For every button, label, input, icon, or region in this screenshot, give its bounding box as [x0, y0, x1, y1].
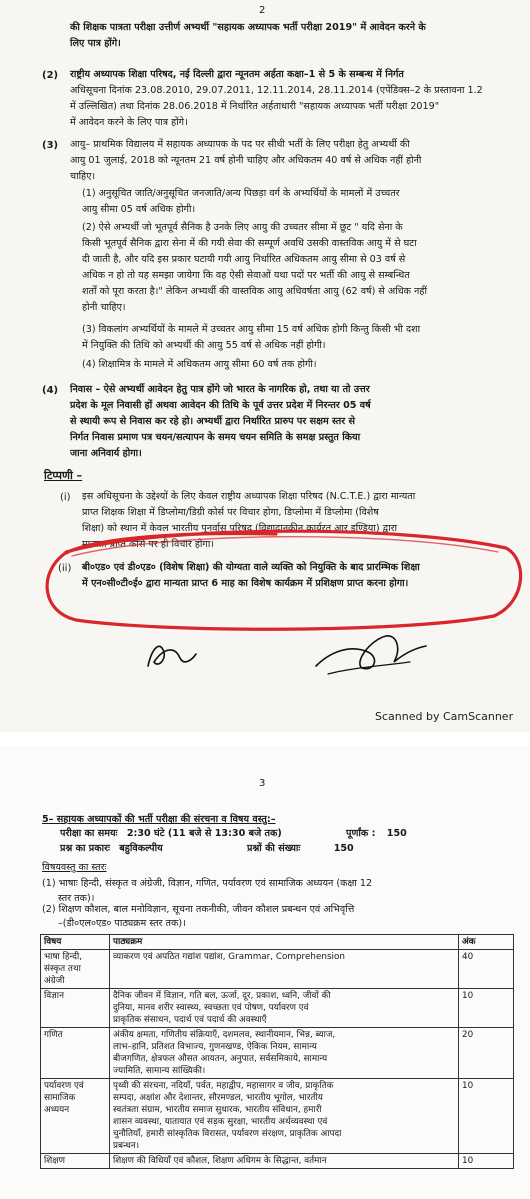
subject-cell: गणित [41, 1028, 110, 1079]
marks-cell: 10 [459, 1154, 514, 1169]
marks-cell: 10 [459, 1079, 514, 1154]
syllabus-cell: पृथ्वी की संरचना, नदियाँ, पर्वत, महाद्वीप, महासागर व जीव, प्राकृतिक सम्पदा, अक्षांश और देशान्तर, सौरमण्डल, भारतीय भूगोल, भारतीय स्वतंत्रता संग्राम, भारतीय समाज सुधारक, भारतीय संविधान, हमारी शासन व्यवस्था, यातायात एवं सड़क सुरक्षा, भारतीय अर्थव्यवस्था एवं चुनौतियाँ, हमारी सांस्कृतिक विरासत, पर्यावरण संरक्षण, प्राकृतिक आपदा प्रबन्धन। [110, 1079, 459, 1154]
table-row [41, 1028, 514, 1079]
syllabus-cell: व्याकरण एवं अपठित गद्यांश पद्यांश, Grammar, Comprehension [110, 950, 459, 989]
table-row [41, 950, 514, 989]
header-subject: विषय [41, 935, 110, 950]
subject-cell: शिक्षण [41, 1154, 110, 1169]
note-2-marker: (ii) [58, 563, 72, 574]
note-2-paragraph: बी०एड० एवं डी०एड० (विशेष शिक्षा) की योग्यता वाले व्यक्ति को नियुक्ति के बाद प्रारम्भिक शिक्षा में एन०सी०टी०ई० द्वारा मान्यता प्राप्त 6 माह का विशेष कार्यक्रम में प्रशिक्षण प्राप्त करना होगा। [82, 562, 420, 589]
subject-cell: भाषा हिन्दी, संस्कृत तथा अंग्रेजी [41, 950, 110, 989]
question-type-value: बहुविकल्पीय [119, 843, 163, 854]
syllabus-cell: अंकीय क्षमता, गणितीय संक्रियाएँ, दशमलव, स्थानीयमान, भिन्न, ब्याज, लाभ–हानि, प्रतिशत विभाज्य, गुणनखण्ड, ऐकिक नियम, सामान्य बीजगणित, क्षेत्रफल औसत आयतन, अनुपात, सर्वसमिकाये, सामान्य ज्यामिति, सामान्य सांख्यिकी। [110, 1028, 459, 1079]
item-2-marker: (2) [42, 70, 59, 81]
item-3-sub-4: (4) शिक्षामित्र के मामले में अधिकतम आयु सीमा 60 वर्ष तक होगी। [82, 359, 317, 370]
signature-left [140, 630, 200, 675]
item-3-marker: (3) [42, 140, 59, 151]
content-level-2-cont: –(डी०एल०एड० पाठ्यक्रम स्तर तक)। [58, 918, 186, 929]
full-marks-row [346, 826, 407, 841]
scanner-watermark: Scanned by CamScanner [375, 710, 514, 723]
syllabus-cell: शिक्षण की विधियाँ एवं कौशल, शिक्षण अधिगम के सिद्धान्त, वर्तमान [110, 1154, 459, 1169]
syllabus-table [40, 934, 514, 1169]
item-3-sub-1: (1) अनुसूचित जाति/अनुसूचित जनजाति/अन्य पिछड़ा वर्ग के अभ्यर्थियों के मामलों में उच्चतर आयु सीमा 05 वर्ष अधिक होगी। [82, 188, 400, 215]
exam-time-value: 2:30 घंटे (11 बजे से 13:30 बजे तक) [126, 828, 282, 839]
note-heading: टिप्पणी – [44, 469, 83, 482]
question-type-row [60, 841, 163, 856]
exam-time-label: परीक्षा का समयः [60, 828, 118, 839]
full-marks-value: 150 [386, 828, 407, 839]
content-level-2: (2) शिक्षण कौशल, बाल मनोविज्ञान, सूचना तकनीकी, जीवन कौशल प्रबन्धन एवं अभिवृत्ति [42, 904, 355, 915]
item-3-paragraph: आयु– प्राथमिक विद्यालय में सहायक अध्यापक के पद पर सीधी भर्ती के लिए परीक्षा हेतु अभ्यर्थी की आयु 01 जुलाई, 2018 को न्यूनतम 21 वर्ष होनी चाहिए और अधिकतम 40 वर्ष से अधिक नहीं होनी चाहिए। [70, 139, 422, 182]
signature-right [310, 622, 430, 682]
item-3-sub-2: (2) ऐसे अभ्यर्थी जो भूतपूर्व सैनिक है उनके लिए आयु की उच्चतर सीमा में छूट " यदि सेना के किसी भूतपूर्व सैनिक द्वारा सेना में की गयी सेवा की सम्पूर्ण अवधि उसकी वास्तविक आयु में से घटा दी जाती है, और यदि इस प्रकार घटायी गयी आयु निर्धारित अधिकतम आयु सीमा से 03 वर्ष से अधिक न हो तो यह समझा जायेगा कि वह ऐसी सेवाओं यथा पदों पर भर्ती की आयु से सम्बन्धित शर्तों को पूरा करता है।" लेकिन अभ्यर्थी की वास्तविक आयु अधिवर्षता आयु (62 वर्ष) से अधिक नहीं होनी चाहिए। [82, 222, 427, 313]
question-count-value: 150 [333, 843, 354, 854]
marks-cell: 10 [459, 989, 514, 1028]
table-header-row [41, 935, 514, 950]
marks-cell: 20 [459, 1028, 514, 1079]
question-type-label: प्रश्न का प्रकारः [60, 843, 110, 854]
item-2-paragraph: राष्ट्रीय अध्यापक शिक्षा परिषद, नई दिल्ली द्वारा न्यूनतम अर्हता कक्षा–1 से 5 के सम्बन्ध में निर्गत अधिसूचना दिनांक 23.08.2010, 29.07.2011, 12.11.2014, 28.11.2014 (एपेंडिक्स–2 के प्रस्तावना 1.2 में उल्लिखित) तथा दिनांक 28.06.2018 में निर्धारित अर्हताधारी "सहायक अध्यापक भर्ती परीक्षा 2019" में आवेदन करने के लिए पात्र होंगे। [70, 69, 483, 128]
subject-cell: विज्ञान [41, 989, 110, 1028]
page-separator [0, 732, 530, 746]
content-level-1: (1) भाषाः हिन्दी, संस्कृत व अंग्रेजी, विज्ञान, गणित, पर्यावरण एवं सामाजिक अध्ययन (कक्षा 12 स्तर तक)। [42, 878, 373, 904]
subject-cell: पर्यावरण एवं सामाजिक अध्ययन [41, 1079, 110, 1154]
exam-time-row [60, 826, 282, 841]
item-3-sub-3: (3) विकलांग अभ्यर्थियों के मामले में उच्चतर आयु सीमा 15 वर्ष अधिक होगी किन्तु किसी भी दशा में नियुक्ति की तिथि को अभ्यर्थी की आयु 55 वर्ष से अधिक नहीं होगी। [82, 324, 421, 351]
question-count-label: प्रश्नों की संख्याः [247, 843, 301, 854]
note-1-paragraph: इस अधिसूचना के उद्देश्यों के लिए केवल राष्ट्रीय अध्यापक शिक्षा परिषद (N.C.T.E.) द्वारा मान्यता प्राप्त शिक्षक शिक्षा में डिप्लोमा/डिग्री कोर्स पर विचार होगा, डिप्लोमा में डिप्लोमा (विशेष शिक्षा) को स्थान में केवल भारतीय पुनर्वास परिषद (विद्यादानकीन कार्यरत आर इण्डिया) द्वारा मान्यता प्राप्त कोर्स पर ही विचार होगा। [82, 491, 416, 550]
question-count-row [247, 841, 354, 856]
header-marks: अंक [459, 935, 514, 950]
page-number: 2 [259, 5, 266, 16]
content-level-heading: विषयवस्तु का स्तरः [42, 862, 107, 873]
table-row [41, 989, 514, 1028]
header-syllabus: पाठ्यक्रम [110, 935, 459, 950]
full-marks-label: पूर्णांक : [346, 828, 376, 839]
section-heading: 5– सहायक अध्यापकों की भर्ती परीक्षा की संरचना व विषय वस्तु:– [42, 814, 276, 825]
note-1-marker: (i) [60, 492, 71, 503]
syllabus-cell: दैनिक जीवन में विज्ञान, गति बल, ऊर्जा, दूर, प्रकाश, ध्वनि, जीवों की दुनिया, मानव शरीर स्वास्थ्य, स्वच्छता एवं पोषण, पर्यावरण एवं प्राकृतिक संसाधन, पदार्थ एवं पदार्थ की अवस्थाएँ [110, 989, 459, 1028]
page-number: 3 [259, 778, 266, 789]
table-row [41, 1154, 514, 1169]
intro-paragraph: की शिक्षक पात्रता परीक्षा उत्तीर्ण अभ्यर्थी "सहायक अध्यापक भर्ती परीक्षा 2019" में आवेदन करने के लिए पात्र होंगे। [70, 22, 426, 49]
red-annotation-ring [36, 522, 528, 634]
item-4-marker: (4) [42, 385, 59, 396]
marks-cell: 40 [459, 950, 514, 989]
table-row [41, 1079, 514, 1154]
page-3 [0, 746, 530, 1199]
item-4-paragraph: निवास – ऐसे अभ्यर्थी आवेदन हेतु पात्र होंगे जो भारत के नागरिक हो, तथा या तो उत्तर प्रदेश के मूल निवासी हों अथवा आवेदन की तिथि के पूर्व उत्तर प्रदेश में निरन्तर 05 वर्ष से स्थायी रूप से निवास कर रहे हो। अभ्यर्थी द्वारा निर्धारित प्रारुप पर सक्षम स्तर से निर्गत निवास प्रमाण पत्र चयन/सत्यापन के समय चयन समिति के समक्ष प्रस्तुत किया जाना अनिवार्य होगा। [70, 384, 371, 459]
